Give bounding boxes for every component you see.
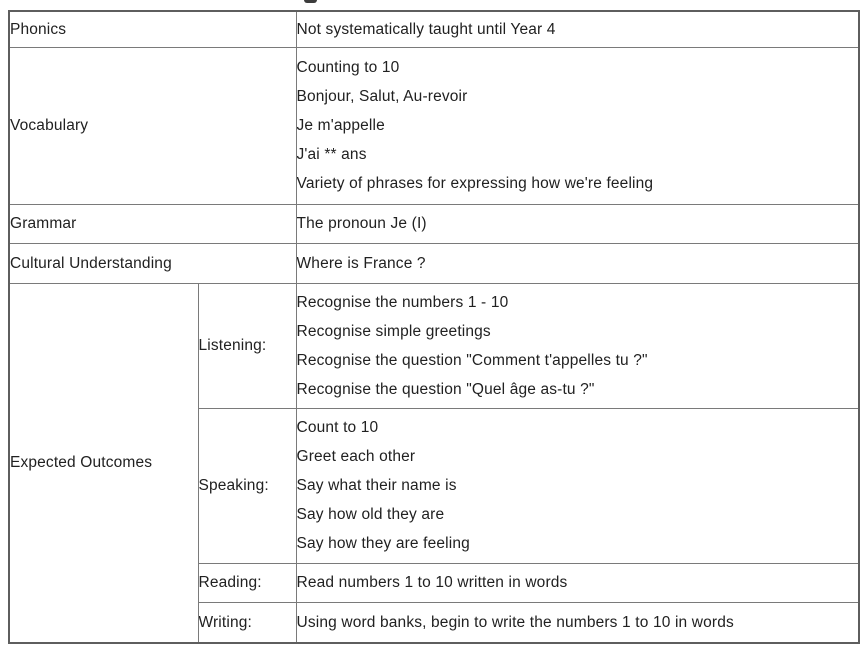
sub-row-label-text: Speaking: bbox=[198, 477, 269, 494]
table-row-cultural-understanding bbox=[9, 243, 859, 283]
content-line: Not systematically taught until Year 4 bbox=[296, 20, 556, 38]
content-line: Count to 10 bbox=[296, 419, 379, 436]
row-label-grammar bbox=[9, 204, 296, 243]
curriculum-table bbox=[8, 10, 860, 644]
table-row-vocabulary bbox=[9, 47, 859, 204]
row-label-cultural-understanding bbox=[9, 243, 296, 283]
sub-row-content-listening bbox=[296, 283, 859, 408]
row-label-vocabulary bbox=[9, 47, 296, 204]
content-line: Where is France ? bbox=[296, 254, 426, 272]
content-line: Recognise the numbers 1 - 10 bbox=[296, 293, 509, 311]
content-line: Say how they are feeling bbox=[296, 535, 470, 552]
sub-row-label-writing bbox=[198, 602, 296, 643]
row-label-phonics bbox=[9, 11, 296, 47]
row-label-expected-outcomes bbox=[9, 283, 198, 643]
sub-row-label-reading bbox=[198, 563, 296, 602]
row-content-phonics bbox=[296, 11, 859, 47]
row-label-text: Phonics bbox=[10, 20, 67, 38]
row-label-text: Expected Outcomes bbox=[10, 454, 153, 472]
row-label-text: Vocabulary bbox=[10, 117, 89, 134]
table-row-phonics bbox=[9, 11, 859, 47]
content-line: Greet each other bbox=[296, 448, 416, 465]
row-content-vocabulary bbox=[296, 47, 859, 204]
content-line: Variety of phrases for expressing how we're feeling bbox=[296, 175, 654, 192]
sub-row-content-speaking bbox=[296, 408, 859, 563]
sub-row-label-speaking bbox=[198, 408, 296, 563]
sub-row-content-reading bbox=[296, 563, 859, 602]
content-line: Recognise the question "Comment t'appelles tu ?" bbox=[296, 351, 648, 369]
content-line: Recognise simple greetings bbox=[296, 322, 491, 340]
content-line: The pronoun Je (I) bbox=[296, 215, 427, 232]
content-line: Say how old they are bbox=[296, 506, 445, 523]
row-label-text: Cultural Understanding bbox=[10, 254, 172, 272]
content-line: Bonjour, Salut, Au-revoir bbox=[296, 88, 468, 105]
row-label-text: Grammar bbox=[10, 215, 77, 232]
table-row-grammar bbox=[9, 204, 859, 243]
content-line: Say what their name is bbox=[296, 477, 457, 494]
row-content-grammar bbox=[296, 204, 859, 243]
content-line: Je m'appelle bbox=[296, 117, 385, 134]
row-content-cultural-understanding bbox=[296, 243, 859, 283]
content-line: Using word banks, begin to write the numbers 1 to 10 in words bbox=[296, 613, 734, 631]
content-line: Counting to 10 bbox=[296, 59, 400, 76]
sub-row-label-listening bbox=[198, 283, 296, 408]
content-line: Recognise the question "Quel âge as-tu ?" bbox=[296, 380, 595, 398]
table-row-expected-outcomes-listening bbox=[9, 283, 859, 408]
sub-row-label-text: Writing: bbox=[198, 613, 252, 631]
sub-row-label-text: Reading: bbox=[198, 574, 262, 591]
cropped-text-fragment bbox=[304, 0, 317, 3]
content-line: Read numbers 1 to 10 written in words bbox=[296, 574, 568, 591]
sub-row-label-text: Listening: bbox=[198, 337, 267, 354]
sub-row-content-writing bbox=[296, 602, 859, 643]
content-line: J'ai ** ans bbox=[296, 146, 367, 163]
